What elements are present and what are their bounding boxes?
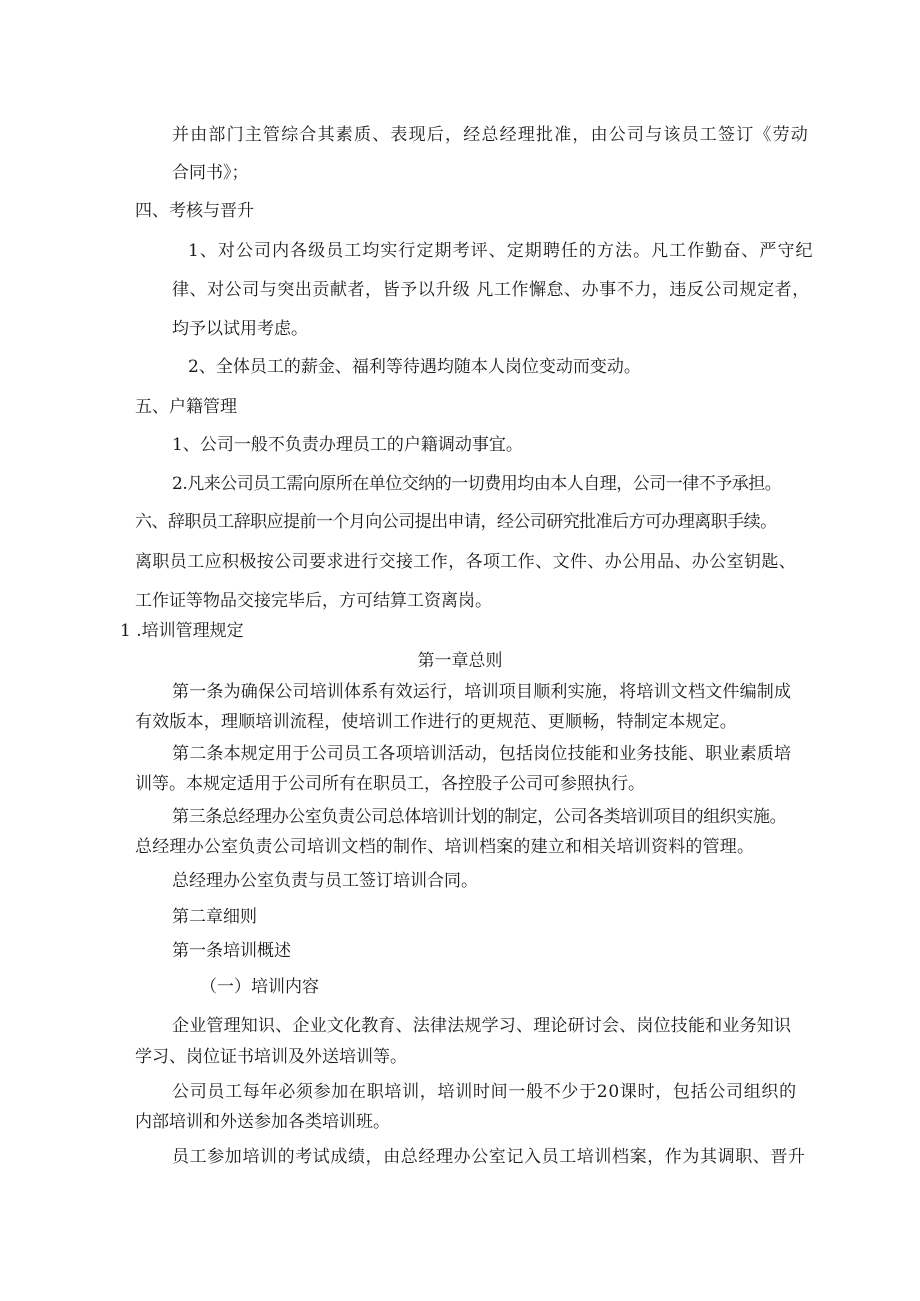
section-heading: 第一条培训概述: [172, 941, 291, 961]
paragraph-line: 1、公司一般不负责办理员工的户籍调动事宜。: [172, 435, 523, 455]
paragraph-line: 1、对公司内各级员工均实行定期考评、定期聘任的方法。凡工作勤奋、严守纪: [188, 241, 814, 261]
section-heading: 第二章细则: [172, 907, 257, 927]
paragraph-line: 公司员工每年必须参加在职培训，培训时间一般不少于20课时，包括公司组织的: [172, 1082, 797, 1102]
paragraph-line: 员工参加培训的考试成绩，由总经理办公室记入员工培训档案，作为其调职、晋升: [172, 1147, 806, 1167]
chapter-title: 第一章总则: [417, 651, 503, 671]
paragraph-line: 企业管理知识、企业文化教育、法律法规学习、理论研讨会、岗位技能和业务知识: [172, 1016, 792, 1036]
paragraph-line: 有效版本，理顺培训流程，使培训工作进行的更规范、更顺畅，特制定本规定。: [135, 712, 737, 732]
paragraph-line: 学习、岗位证书培训及外送培训等。: [135, 1047, 407, 1067]
paragraph-line: 离职员工应积极按公司要求进行交接工作，各项工作、文件、办公用品、办公室钥匙、: [135, 552, 797, 572]
paragraph-line: 2.凡来公司员工需向原所在单位交纳的一切费用均由本人自理，公司一律不予承担。: [172, 474, 782, 494]
paragraph-line: 2、全体员工的薪金、福利等待遇均随本人岗位变动而变动。: [188, 357, 641, 377]
paragraph-line: 第一条为确保公司培训体系有效运行，培训项目顺利实施，将培训文档文件编制成: [172, 682, 792, 702]
paragraph-line: 律、对公司与突出贡献者，皆予以升级 凡工作懈怠、办事不力，违反公司规定者，: [172, 280, 810, 300]
paragraph-line: 六、辞职员工辞职应提前一个月向公司提出申请，经公司研究批准后方可办理离职手续。: [135, 512, 777, 532]
paragraph-line: 总经理办公室负责与员工签订培训合同。: [172, 871, 478, 891]
section-heading: 五、户籍管理: [135, 397, 237, 417]
paragraph-line: 并由部门主管综合其素质、表现后，经总经理批准，由公司与该员工签订《劳动: [172, 125, 809, 145]
paragraph-line: 第二条本规定用于公司员工各项培训活动，包括岗位技能和业务技能、职业素质培: [172, 744, 792, 764]
paragraph-line: 总经理办公室负责公司培训文档的制作、培训档案的建立和相关培训资料的管理。: [135, 837, 755, 857]
paragraph-line: 合同书》；: [172, 163, 249, 183]
paragraph-line: 训等。本规定适用于公司所有在职员工，各控股子公司可参照执行。: [135, 774, 645, 794]
paragraph-line: 内部培训和外送参加各类培训班。: [135, 1112, 390, 1132]
section-heading: 四、考核与晋升: [135, 201, 254, 221]
section-heading: 1 .培训管理规定: [120, 621, 244, 641]
paragraph-line: 均予以试用考虑。: [172, 319, 308, 339]
paragraph-line: 工作证等物品交接完毕后，方可结算工资离岗。: [135, 591, 492, 611]
subsection-heading: （一）培训内容: [200, 977, 319, 997]
paragraph-line: 第三条总经理办公室负责公司总体培训计划的制定，公司各类培训项目的组织实施。: [172, 807, 787, 827]
